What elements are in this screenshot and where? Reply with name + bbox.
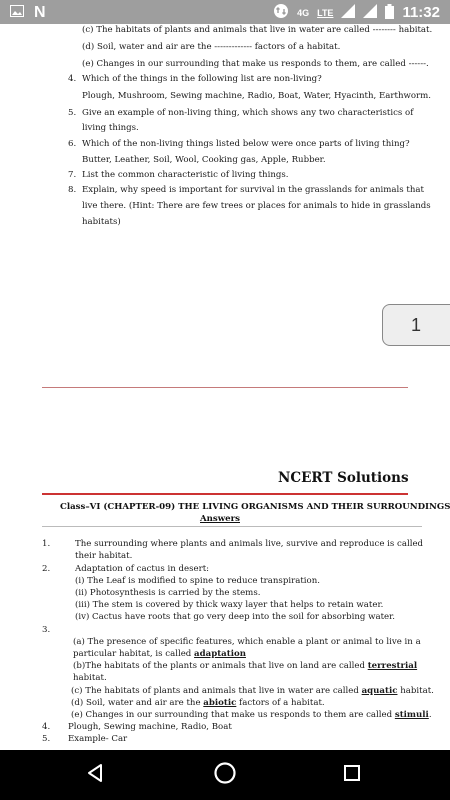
answer-number: 3. bbox=[42, 625, 51, 635]
answer-text: their habitat. bbox=[75, 551, 133, 561]
answer-text: particular habitat, is called adaptation bbox=[73, 649, 246, 659]
question-text: List the common characteristic of living things. bbox=[82, 170, 289, 180]
question-number: 4. bbox=[68, 74, 77, 84]
answer-number: 2. bbox=[42, 564, 51, 574]
n-app-icon: N bbox=[34, 4, 46, 21]
section-rule bbox=[42, 526, 422, 527]
status-bar bbox=[0, 0, 450, 24]
question-number: 7. bbox=[68, 170, 77, 180]
answer-text: (iv) Cactus have roots that go very deep into the soil for absorbing water. bbox=[75, 612, 396, 622]
answer-text: (d) Soil, water and air are the abiotic factors of a habitat. bbox=[71, 698, 325, 708]
chapter-title: Class–VI (CHAPTER-09) THE LIVING ORGANISMS AND THEIR SURROUNDINGS bbox=[60, 502, 450, 512]
answer-text: Plough, Sewing machine, Radio, Boat bbox=[68, 722, 232, 732]
page-number-indicator[interactable] bbox=[382, 304, 450, 346]
page-divider bbox=[42, 387, 408, 388]
network-type: 4G bbox=[297, 7, 310, 18]
home-icon bbox=[213, 761, 237, 789]
answer-text: Adaptation of cactus in desert: bbox=[75, 564, 210, 574]
question-text: habitats) bbox=[82, 217, 121, 227]
answer-text: (iii) The stem is covered by thick waxy layer that helps to retain water. bbox=[75, 600, 384, 610]
question-text: Which of the things in the following list are non-living? bbox=[82, 74, 322, 84]
text-line: (d) Soil, water and air are the ------------- factors of a habitat. bbox=[82, 42, 341, 52]
answer-text: Example- Car bbox=[68, 734, 128, 744]
question-text: living things. bbox=[82, 123, 139, 133]
back-button[interactable] bbox=[66, 750, 126, 800]
question-number: 5. bbox=[68, 108, 77, 118]
signal-icon-2 bbox=[363, 4, 377, 21]
status-time: 11:32 bbox=[402, 4, 440, 21]
pdf-viewer[interactable] bbox=[0, 24, 450, 750]
data-transfer-icon bbox=[273, 3, 289, 22]
answer-text: (c) The habitats of plants and animals that live in water are called aquatic habitat. bbox=[71, 686, 434, 696]
navigation-bar bbox=[0, 750, 450, 800]
question-number: 8. bbox=[68, 185, 77, 195]
answer-number: 1. bbox=[42, 539, 51, 549]
lte-label: LTE bbox=[317, 7, 334, 18]
answers-heading: Answers bbox=[200, 514, 240, 524]
signal-icon bbox=[341, 4, 355, 21]
question-text: Which of the non-living things listed below were once parts of living thing? bbox=[82, 139, 410, 149]
recents-button[interactable] bbox=[322, 750, 382, 800]
answer-text: habitat. bbox=[73, 673, 107, 683]
answer-text: (e) Changes in our surrounding that make us responds to them are called stimuli. bbox=[71, 710, 432, 720]
image-icon bbox=[10, 4, 24, 22]
text-line: (c) The habitats of plants and animals that live in water are called -------- habitat. bbox=[82, 25, 433, 35]
question-text: Give an example of non-living thing, which shows any two characteristics of bbox=[82, 108, 414, 118]
answer-text: (ii) Photosynthesis is carried by the stems. bbox=[75, 588, 261, 598]
recents-icon bbox=[343, 764, 361, 786]
brand-title: NCERT Solutions bbox=[278, 470, 409, 486]
question-text: Plough, Mushroom, Sewing machine, Radio, Boat, Water, Hyacinth, Earthworm. bbox=[82, 91, 431, 101]
back-icon bbox=[86, 763, 106, 787]
question-text: Butter, Leather, Soil, Wool, Cooking gas, Apple, Rubber. bbox=[82, 155, 326, 165]
answer-text: (b)The habitats of the plants or animals that live on land are called terrestrial bbox=[73, 661, 418, 671]
question-text: live there. (Hint: There are few trees or places for animals to hide in grasslands bbox=[82, 201, 431, 211]
answer-text: The surrounding where plants and animals live, survive and reproduce is called bbox=[75, 539, 424, 549]
header-rule bbox=[42, 493, 408, 495]
page-number: 1 bbox=[411, 314, 422, 335]
home-button[interactable] bbox=[195, 750, 255, 800]
battery-icon bbox=[385, 4, 394, 22]
answer-text: (a) The presence of specific features, which enable a plant or animal to live in a bbox=[73, 637, 421, 647]
answer-text: (i) The Leaf is modified to spine to reduce transpiration. bbox=[75, 576, 320, 586]
answer-number: 5. bbox=[42, 734, 51, 744]
question-text: Explain, why speed is important for survival in the grasslands for animals that bbox=[82, 185, 424, 195]
question-number: 6. bbox=[68, 139, 77, 149]
answer-number: 4. bbox=[42, 722, 51, 732]
text-line: (e) Changes in our surrounding that make us responds to them, are called ------. bbox=[82, 59, 429, 69]
